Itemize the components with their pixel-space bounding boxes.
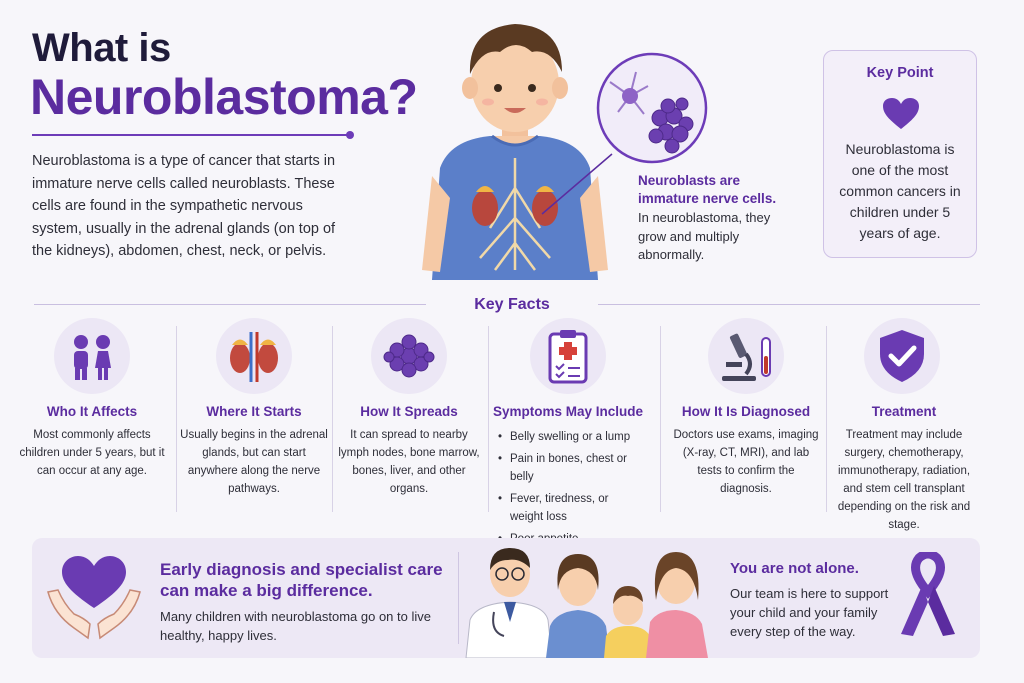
bottom-title-line2: can make a big difference. — [160, 581, 373, 600]
fact-body: Treatment may include surgery, chemotherapy, immunotherapy, radiation, and stem cell transplant depending on the risk and stage. — [837, 429, 971, 531]
key-point-text: Neuroblastoma is one of the most common cancers in children under 5 years of age. — [839, 141, 961, 241]
fact-treatment — [826, 318, 982, 531]
fact-how-it-spreads — [333, 318, 485, 518]
list-item: • Fever, tiredness, or weight loss — [498, 490, 644, 526]
fact-how-diagnosed — [670, 318, 822, 518]
fact-title: Symptoms May Include — [492, 404, 644, 419]
fact-who-it-affects — [16, 318, 168, 518]
bottom-body: Many children with neuroblastoma go on to live healthy, happy lives. — [160, 609, 431, 643]
awareness-ribbon-icon — [895, 552, 961, 642]
support-title: You are not alone. — [730, 560, 859, 577]
title-underline — [32, 134, 350, 136]
list-item: • Pain in bones, chest or belly — [498, 450, 644, 486]
support-body: Our team is here to support your child and your family every step of the way. — [730, 586, 889, 639]
children-icon — [62, 326, 122, 386]
cell-cluster-icon — [379, 326, 439, 386]
hands-heart-icon — [44, 552, 144, 642]
fact-title: Where It Starts — [206, 404, 302, 419]
fact-title: Who It Affects — [46, 404, 138, 419]
child-illustration — [420, 8, 610, 280]
page-title-line1: What is — [32, 26, 171, 70]
intro-paragraph: Neuroblastoma is a type of cancer that starts in immature nerve cells called neuroblasts. These cells are found in the sympathetic nervous system, usually in the adrenal glands (on top of the kidneys), abdomen, chest, neck, or pelvis. — [32, 153, 336, 259]
key-facts-title: Key Facts — [474, 296, 550, 313]
neuroblast-cells-icon — [596, 52, 708, 164]
fact-separator — [488, 326, 489, 512]
fact-body: Usually begins in the adrenal glands, but can start anywhere along the nerve pathways. — [180, 429, 328, 495]
key-point-card — [823, 50, 977, 258]
kidneys-icon — [224, 326, 284, 386]
fact-separator — [176, 326, 177, 512]
bottom-separator — [458, 552, 459, 644]
heart-icon — [882, 97, 920, 131]
bottom-title-line1: Early diagnosis and specialist care — [160, 560, 443, 579]
list-item: • Belly swelling or a lump — [498, 428, 644, 446]
fact-body: Doctors use exams, imaging (X-ray, CT, MRI), and lab tests to confirm the diagnosis. — [673, 429, 819, 495]
callout-body: In neuroblastoma, they grow and multiply abnormally. — [638, 210, 771, 262]
fact-title: How It Spreads — [360, 404, 458, 419]
callout-title: Neuroblasts are immature nerve cells. — [638, 173, 777, 206]
key-point-title: Key Point — [866, 65, 934, 81]
fact-body: It can spread to nearby lymph nodes, bone marrow, bones, liver, and other organs. — [338, 429, 480, 495]
symptoms-list — [498, 428, 644, 552]
page-title-line2: Neuroblastoma? — [30, 69, 418, 125]
fact-symptoms — [492, 318, 644, 523]
fact-where-it-starts — [178, 318, 330, 518]
fact-separator — [660, 326, 661, 512]
family-doctor-illustration — [464, 540, 712, 658]
key-facts-divider-right — [598, 304, 980, 305]
fact-title: How It Is Diagnosed — [681, 404, 811, 419]
microscope-icon — [716, 326, 776, 386]
shield-check-icon — [872, 326, 932, 386]
fact-title: Treatment — [871, 404, 937, 419]
fact-body: Most commonly affects children under 5 years, but it can occur at any age. — [19, 429, 165, 477]
clipboard-icon — [538, 326, 598, 386]
key-facts-divider-left — [34, 304, 426, 305]
